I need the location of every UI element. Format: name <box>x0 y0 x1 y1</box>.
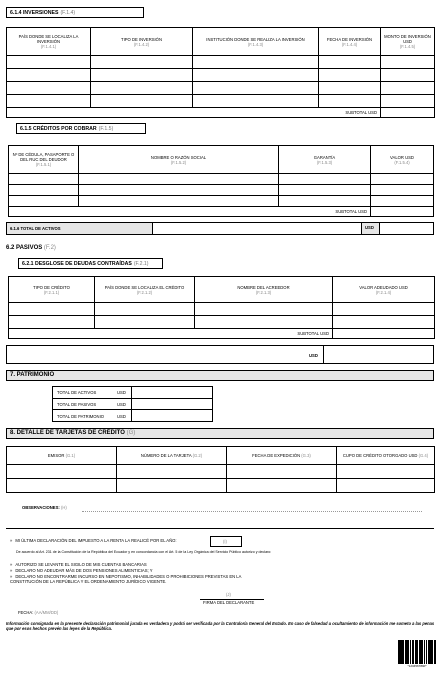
cell[interactable] <box>371 196 434 207</box>
tarjetas-table <box>6 446 435 493</box>
creditos-table <box>8 145 434 217</box>
col-header: NOMBRE DEL ACREEDOR (F.2.1.3) <box>195 277 333 303</box>
cell[interactable] <box>7 69 91 82</box>
tarjetas-title: 8. DETALLE DE TARJETAS DE CRÉDITO <box>10 430 125 436</box>
observaciones-line[interactable] <box>82 511 422 512</box>
patrimonio-table <box>52 386 212 422</box>
patrimonio-total-usd: USD <box>117 414 126 419</box>
cell[interactable] <box>193 56 319 69</box>
cell[interactable] <box>9 174 79 185</box>
barcode-number: *1234567890* <box>407 664 427 668</box>
table-row <box>7 82 435 95</box>
section-title-inversiones <box>6 7 144 18</box>
cell[interactable] <box>7 465 117 479</box>
col-header: MONTO DE INVERSIÓN USD (F.1.4.5) <box>381 28 435 56</box>
col-header: CUPO DE CRÉDITO OTORGADO USD (G.4) <box>337 447 435 465</box>
total-pasivos-value[interactable] <box>323 345 434 364</box>
total-activos-label: 6.1.6 TOTAL DE ACTIVOS <box>10 226 61 231</box>
total-pasivos-usd: USD <box>309 353 318 358</box>
table-row <box>9 174 434 185</box>
cell[interactable] <box>9 303 95 316</box>
patrimonio-pasivos-usd: USD <box>117 402 126 407</box>
cell[interactable] <box>381 95 435 108</box>
table-row <box>7 465 435 479</box>
section-title-patrimonio <box>6 370 434 381</box>
cell[interactable] <box>95 316 195 329</box>
cell[interactable] <box>79 185 279 196</box>
cell[interactable] <box>91 69 193 82</box>
patrimonio-total-value[interactable] <box>131 409 213 422</box>
cell[interactable] <box>371 185 434 196</box>
firma-code: (J) <box>226 592 231 597</box>
barcode-bar <box>435 640 436 664</box>
cell[interactable] <box>279 185 371 196</box>
cell[interactable] <box>79 196 279 207</box>
fecha-label: FECHA: (AA/MM/DD) <box>18 610 59 615</box>
acuerdo-text: De acuerdo al Art. 231 de la Constitución de la República del Ecuador y en concordancia con el Art. 5 de la Ley Orgánica del Servicio Público autorizo y declaro: <box>16 550 272 554</box>
tarjetas-code: (G) <box>126 430 136 436</box>
cell[interactable] <box>79 174 279 185</box>
table-row <box>7 479 435 493</box>
cell[interactable] <box>9 316 95 329</box>
pasivos-table <box>8 276 435 339</box>
cell[interactable] <box>195 303 333 316</box>
cell[interactable] <box>9 196 79 207</box>
patrimonio-title: 7. PATRIMONIO <box>10 372 55 378</box>
col-header: VALOR ADEUDADO USD (F.2.1.4) <box>333 277 435 303</box>
col-header: VALOR USD (F.1.5.4) <box>371 146 434 174</box>
col-header: TIPO DE CRÉDITO (F.2.1.1) <box>9 277 95 303</box>
cell[interactable] <box>227 479 337 493</box>
inversiones-table <box>6 27 435 118</box>
col-header: NOMBRE O RAZÓN SOCIAL (F.1.5.2) <box>79 146 279 174</box>
subtotal-value[interactable] <box>333 329 435 339</box>
cell[interactable] <box>117 465 227 479</box>
total-pasivos-row <box>6 345 434 364</box>
table-row <box>9 185 434 196</box>
cell[interactable] <box>117 479 227 493</box>
cell[interactable] <box>193 69 319 82</box>
patrimonio-total-label: TOTAL DE PATRIMONIO <box>57 414 104 419</box>
table-row <box>7 69 435 82</box>
col-header: PAÍS DONDE SE LOCALIZA EL CRÉDITO (F.2.1.2) <box>95 277 195 303</box>
cell[interactable] <box>319 56 381 69</box>
cell[interactable] <box>371 174 434 185</box>
col-header: INSTITUCIÓN DONDE SE REALIZA LA INVERSIÓN (F.1.4.3) <box>193 28 319 56</box>
col-header: TIPO DE INVERSIÓN (F.1.4.2) <box>91 28 193 56</box>
total-activos-blank <box>152 222 362 235</box>
divider <box>6 528 434 529</box>
col-header: NÚMERO DE LA TARJETA (G.2) <box>117 447 227 465</box>
cell[interactable] <box>193 95 319 108</box>
cell[interactable] <box>7 82 91 95</box>
section-title-pasivos: 6.2 PASIVOS (F.2) <box>6 245 56 251</box>
col-header: PAÍS DONDE SE LOCALIZA LA INVERSIÓN (F.1.4.1) <box>7 28 91 56</box>
total-activos-value[interactable] <box>379 222 434 235</box>
observaciones-label: OBSERVACIONES: (H) <box>22 505 67 510</box>
inversiones-code: (F.1.4) <box>60 10 76 16</box>
cell[interactable] <box>333 303 435 316</box>
col-header: Nº DE CÉDULA, PASAPORTE O DEL RUC DEL DEUDOR (F.1.5.1) <box>9 146 79 174</box>
table-row <box>7 56 435 69</box>
section-title-tarjetas <box>6 428 434 439</box>
table-row <box>7 95 435 108</box>
cell[interactable] <box>7 56 91 69</box>
cell[interactable] <box>381 82 435 95</box>
firma-label: FIRMA DEL DECLARANTE <box>203 600 255 605</box>
cell[interactable] <box>337 465 435 479</box>
footer-legal-text: Información consignada en la presente declaración patrimonial jurada es verdadera y podrá ser verificada por la Contraloría General del Estado. En caso de falsedad u ocultamiento de información me someto a las penas que por esos hechos prevén las leyes de la República. <box>6 621 435 632</box>
cell[interactable] <box>279 174 371 185</box>
cell[interactable] <box>337 479 435 493</box>
cell[interactable] <box>9 185 79 196</box>
inversiones-title: 6.1.4 INVERSIONES <box>10 10 59 16</box>
col-header: FECHA DE INVERSIÓN (F.1.4.4) <box>319 28 381 56</box>
ultima-declaracion-label: » MI ÚLTIMA DECLARACIÓN DEL IMPUESTO A LA RENTA LA REALICÉ POR EL AÑO: <box>10 538 177 543</box>
col-header: GARANTÍA (F.1.5.3) <box>279 146 371 174</box>
ultima-declaracion-input[interactable]: (I) <box>210 536 242 547</box>
cell[interactable] <box>7 95 91 108</box>
cell[interactable] <box>381 69 435 82</box>
barcode <box>398 640 436 664</box>
subtotal-label: SUBTOTAL USD <box>7 108 381 118</box>
cell[interactable] <box>7 479 117 493</box>
cell[interactable] <box>319 82 381 95</box>
subtotal-label: SUBTOTAL USD <box>9 207 371 217</box>
table-row <box>9 196 434 207</box>
patrimonio-pasivos-label: TOTAL DE PASIVOS <box>57 402 97 407</box>
cell[interactable] <box>95 303 195 316</box>
cell[interactable] <box>319 69 381 82</box>
subtotal-label: SUBTOTAL USD <box>9 329 333 339</box>
cell[interactable] <box>195 316 333 329</box>
declaracion-item-2: » DECLARO NO ADEUDAR MÁS DE DOS PENSIONES ALIMENTICIAS; Y <box>10 568 153 573</box>
cell[interactable] <box>279 196 371 207</box>
col-header: FECHA DE EXPEDICIÓN (G.3) <box>227 447 337 465</box>
section-title-creditos: 6.1.5 CRÉDITOS POR COBRAR (F.1.5) <box>16 123 146 134</box>
cell[interactable] <box>91 82 193 95</box>
cell[interactable] <box>193 82 319 95</box>
declaracion-item-3: » DECLARO NO ENCONTRARME INCURSO EN NEPOTISMO, INHABILIDADES O PROHIBICIONES PREVISTAS EN LA CONSTITUCIÓN DE LA REPÚBLICA Y EL ORDENAMIENTO JURÍDICO VIGENTE. <box>10 574 242 584</box>
section-title-deudas: 6.2.1 DESGLOSE DE DEUDAS CONTRAÍDAS (F.2.1) <box>18 258 163 269</box>
cell[interactable] <box>381 56 435 69</box>
declaracion-item-1: » AUTORIZO SE LEVANTE EL SIGILO DE MIS CUENTAS BANCARIAS <box>10 562 147 567</box>
subtotal-value[interactable] <box>381 108 435 118</box>
table-row <box>9 316 435 329</box>
cell[interactable] <box>227 465 337 479</box>
subtotal-value[interactable] <box>371 207 434 217</box>
col-header: EMISOR (G.1) <box>7 447 117 465</box>
patrimonio-activos-label: TOTAL DE ACTIVOS <box>57 390 97 395</box>
total-activos-row <box>6 222 434 235</box>
table-row <box>9 303 435 316</box>
cell[interactable] <box>319 95 381 108</box>
patrimonio-activos-usd: USD <box>117 390 126 395</box>
cell[interactable] <box>333 316 435 329</box>
cell[interactable] <box>91 56 193 69</box>
total-activos-usd: USD <box>365 225 374 230</box>
cell[interactable] <box>91 95 193 108</box>
